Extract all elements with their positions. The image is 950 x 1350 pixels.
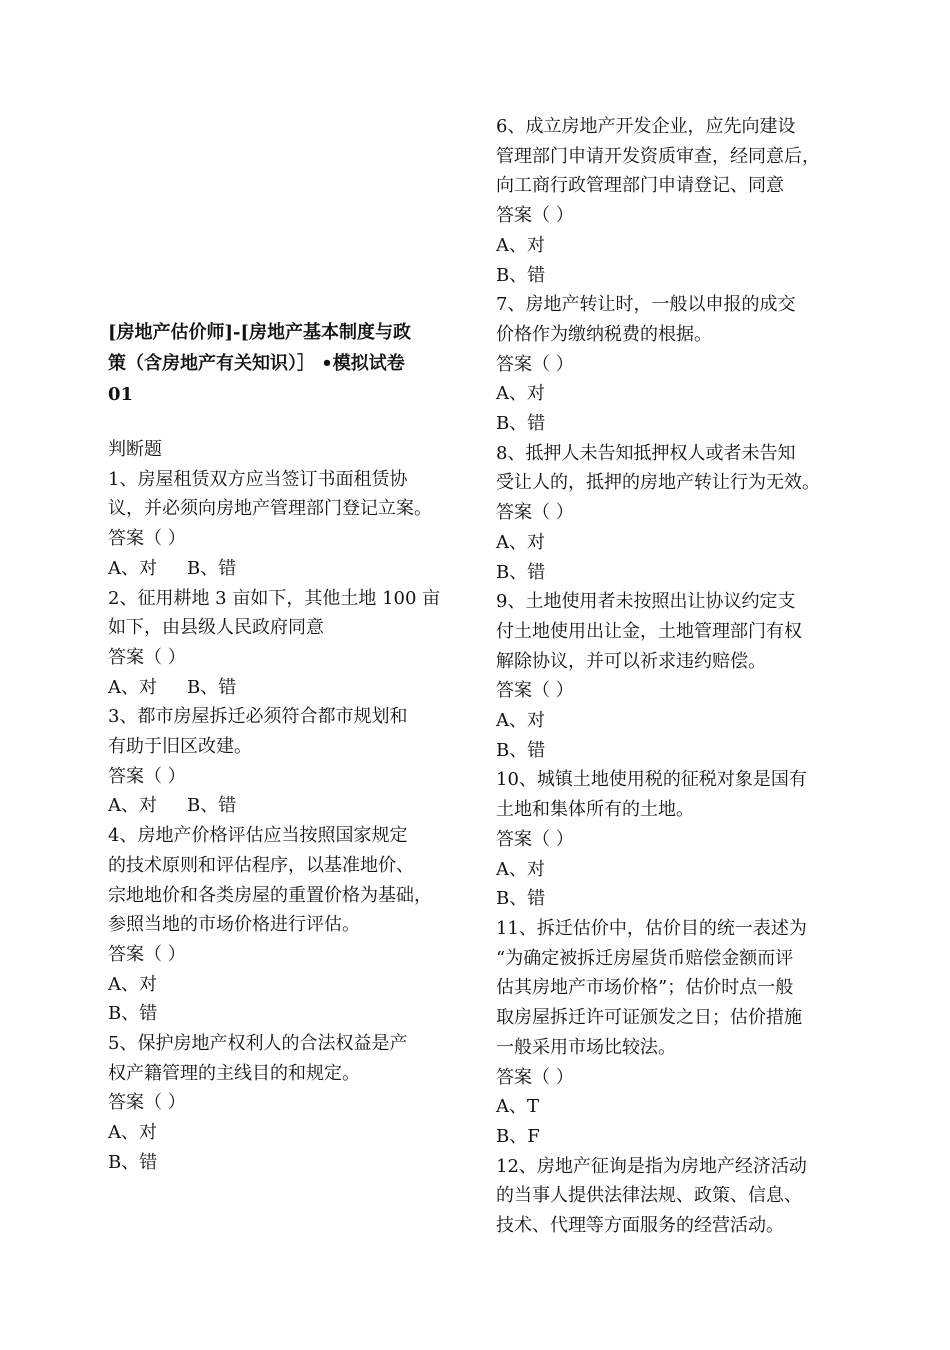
option-a: A、对 (108, 1122, 157, 1144)
right-column (496, 112, 848, 1241)
question-item (108, 584, 460, 703)
question-item (496, 439, 848, 588)
answer-label: 答案（ ） (496, 502, 574, 524)
option-a: A、对 (496, 858, 545, 880)
question-text: 受让人的，抵押的房地产转让行为无效。 (496, 472, 820, 494)
option-b: B、错 (187, 676, 237, 698)
section-label: 判断题 (108, 439, 162, 460)
answer-label: 答案（ ） (496, 205, 574, 227)
question-text: 如下，由县级人民政府同意 (108, 617, 324, 639)
question-text: 6、成立房地产开发企业，应先向建设 (496, 116, 796, 137)
title-line: [房地产估价师]-[房地产基本制度与政 (108, 322, 412, 343)
question-text: 权产籍管理的主线目的和规定。 (108, 1062, 360, 1084)
answer-label: 答案（ ） (496, 680, 574, 702)
question-text: 3、都市房屋拆迁必须符合都市规划和 (108, 706, 408, 728)
title-line: 01 (108, 384, 134, 405)
answer-label: 答案（ ） (496, 828, 574, 850)
question-text: 土地和集体所有的土地。 (496, 799, 694, 821)
question-text: 的当事人提供法律法规、政策、信息、 (496, 1185, 802, 1207)
question-item (108, 702, 460, 821)
question-text: 有助于旧区改建。 (108, 736, 252, 758)
answer-options (108, 673, 460, 703)
question-text: 宗地地价和各类房屋的重置价格为基础， (108, 884, 432, 906)
question-text: 的技术原则和评估程序，以基准地价、 (108, 854, 414, 876)
question-item (496, 1152, 848, 1241)
question-item (496, 112, 848, 290)
question-text: 估其房地产市场价格”；估价时点一般 (496, 977, 794, 999)
question-text: 11、拆迁估价中，估价目的统一表述为 (496, 917, 807, 939)
question-item (496, 914, 848, 1152)
question-item (108, 1029, 460, 1178)
option-a: A、对 (108, 795, 157, 817)
question-text: 一般采用市场比较法。 (496, 1036, 676, 1058)
question-text: 1、房屋租赁双方应当签订书面租赁协 (108, 468, 408, 490)
answer-label: 答案（ ） (108, 646, 186, 668)
question-text: 付土地使用出让金，土地管理部门有权 (496, 620, 802, 642)
question-text: 取房屋拆迁许可证颁发之日；估价措施 (496, 1007, 802, 1029)
question-text: 8、抵押人未告知抵押权人或者未告知 (496, 442, 796, 464)
option-b: B、错 (108, 1151, 158, 1173)
option-b: B、错 (108, 1003, 158, 1025)
question-text: 4、房地产价格评估应当按照国家规定 (108, 825, 408, 847)
question-text: 价格作为缴纳税费的根据。 (496, 323, 712, 345)
question-text: 技术、代理等方面服务的经营活动。 (496, 1215, 784, 1237)
question-text: 10、城镇土地使用税的征税对象是国有 (496, 769, 807, 791)
option-a: A、对 (496, 710, 545, 732)
option-a: A、T (496, 1096, 540, 1118)
option-b: B、错 (496, 561, 546, 583)
question-item (108, 821, 460, 1029)
option-a: A、对 (108, 973, 157, 995)
option-b: B、错 (187, 557, 237, 579)
question-text: 解除协议，并可以祈求违约赔偿。 (496, 650, 766, 672)
option-b: B、错 (496, 264, 546, 286)
question-item (496, 765, 848, 914)
option-b: B、错 (496, 413, 546, 435)
answer-label: 答案（ ） (496, 353, 574, 375)
question-item (108, 465, 460, 584)
option-b: B、错 (496, 888, 546, 910)
option-b: B、错 (496, 739, 546, 761)
question-text: 参照当地的市场价格进行评估。 (108, 914, 360, 936)
document-title (108, 317, 460, 410)
option-a: A、对 (108, 676, 157, 698)
option-a: A、对 (496, 531, 545, 553)
question-text: “为确定被拆迁房屋货币赔偿金额而评 (496, 947, 794, 969)
option-b: B、错 (187, 795, 237, 817)
question-item (496, 290, 848, 439)
title-line: 策（含房地产有关知识）］ •模拟试卷 (108, 353, 405, 374)
answer-label: 答案（ ） (108, 528, 186, 550)
option-a: A、对 (496, 234, 545, 256)
question-text: 5、保护房地产权利人的合法权益是产 (108, 1033, 408, 1055)
question-text: 12、房地产征询是指为房地产经济活动 (496, 1155, 807, 1177)
answer-label: 答案（ ） (496, 1066, 574, 1088)
answer-options (108, 554, 460, 584)
answer-label: 答案（ ） (108, 765, 186, 787)
option-a: A、对 (108, 557, 157, 579)
question-text: 议，并必须向房地产管理部门登记立案。 (108, 498, 432, 520)
option-a: A、对 (496, 383, 545, 405)
question-text: 向工商行政管理部门申请登记、同意 (496, 175, 784, 197)
option-b: B、F (496, 1125, 540, 1147)
answer-options (108, 791, 460, 821)
question-text: 2、征用耕地 3 亩如下，其他土地 100 亩 (108, 587, 441, 609)
left-column (108, 435, 460, 1178)
answer-label: 答案（ ） (108, 943, 186, 965)
question-text: 管理部门申请开发资质审查，经同意后， (496, 145, 820, 167)
question-text: 9、土地使用者未按照出让协议约定支 (496, 591, 796, 613)
question-item (496, 587, 848, 765)
question-text: 7、房地产转让时，一般以申报的成交 (496, 294, 796, 316)
answer-label: 答案（ ） (108, 1092, 186, 1114)
